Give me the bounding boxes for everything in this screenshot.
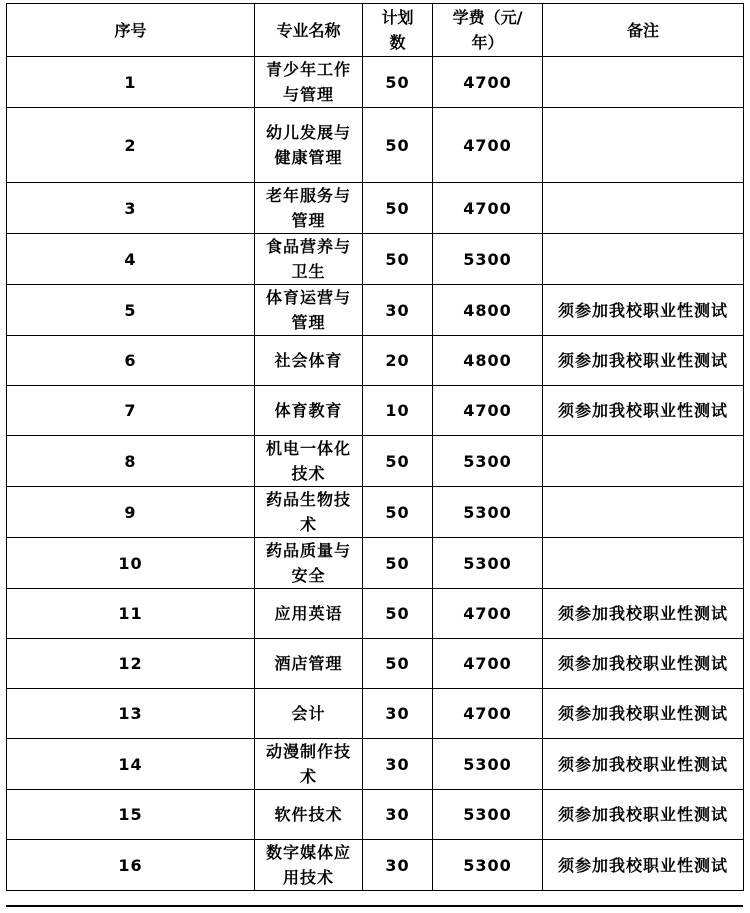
table-row	[7, 386, 744, 436]
cell-fee: 5300	[433, 840, 543, 891]
cell-index: 5	[7, 285, 255, 336]
table-row	[7, 57, 744, 108]
cell-note: 须参加我校职业性测试	[543, 790, 744, 840]
cell-major: 酒店管理	[255, 639, 363, 689]
cell-plan: 30	[363, 790, 433, 840]
header-note: 备注	[543, 4, 744, 57]
cell-major: 体育教育	[255, 386, 363, 436]
cell-fee: 4700	[433, 639, 543, 689]
cell-plan: 50	[363, 57, 433, 108]
cell-major: 软件技术	[255, 790, 363, 840]
cell-plan: 50	[363, 639, 433, 689]
cell-note: 须参加我校职业性测试	[543, 739, 744, 790]
cell-plan: 10	[363, 386, 433, 436]
cell-note: 须参加我校职业性测试	[543, 285, 744, 336]
cell-note: 须参加我校职业性测试	[543, 840, 744, 891]
cell-index: 3	[7, 183, 255, 234]
cell-plan: 30	[363, 840, 433, 891]
enrollment-table-container	[6, 3, 744, 891]
enrollment-table	[6, 3, 744, 891]
cell-index: 16	[7, 840, 255, 891]
cell-plan: 30	[363, 689, 433, 739]
cell-note	[543, 108, 744, 183]
table-row	[7, 639, 744, 689]
cell-note: 须参加我校职业性测试	[543, 589, 744, 639]
cell-note: 须参加我校职业性测试	[543, 386, 744, 436]
cell-fee: 4800	[433, 336, 543, 386]
cell-note	[543, 57, 744, 108]
cell-plan: 50	[363, 487, 433, 538]
cell-plan: 50	[363, 538, 433, 589]
cell-index: 7	[7, 386, 255, 436]
cell-index: 6	[7, 336, 255, 386]
cell-index: 12	[7, 639, 255, 689]
header-fee: 学费（元/年）	[433, 4, 543, 57]
cell-fee: 5300	[433, 739, 543, 790]
cell-index: 2	[7, 108, 255, 183]
cell-index: 8	[7, 436, 255, 487]
table-row	[7, 234, 744, 285]
cell-fee: 5300	[433, 790, 543, 840]
cell-note	[543, 183, 744, 234]
cell-fee: 5300	[433, 436, 543, 487]
cell-plan: 20	[363, 336, 433, 386]
cell-fee: 5300	[433, 487, 543, 538]
cell-note: 须参加我校职业性测试	[543, 336, 744, 386]
cell-fee: 4700	[433, 386, 543, 436]
cell-major: 社会体育	[255, 336, 363, 386]
cell-index: 10	[7, 538, 255, 589]
cell-major: 幼儿发展与健康管理	[255, 108, 363, 183]
cell-fee: 4700	[433, 689, 543, 739]
cell-index: 15	[7, 790, 255, 840]
cell-note: 须参加我校职业性测试	[543, 689, 744, 739]
cell-plan: 30	[363, 285, 433, 336]
cell-fee: 5300	[433, 538, 543, 589]
cell-index: 9	[7, 487, 255, 538]
cell-major: 老年服务与管理	[255, 183, 363, 234]
table-row	[7, 840, 744, 891]
table-row	[7, 108, 744, 183]
table-row	[7, 487, 744, 538]
cell-fee: 4700	[433, 108, 543, 183]
cell-plan: 50	[363, 234, 433, 285]
table-row	[7, 538, 744, 589]
row-border-line	[6, 905, 743, 907]
table-body	[7, 57, 744, 891]
table-row	[7, 336, 744, 386]
table-row	[7, 589, 744, 639]
cell-major: 应用英语	[255, 589, 363, 639]
cell-note	[543, 487, 744, 538]
cell-major: 数字媒体应用技术	[255, 840, 363, 891]
cell-plan: 30	[363, 739, 433, 790]
cell-plan: 50	[363, 108, 433, 183]
cell-index: 13	[7, 689, 255, 739]
cell-plan: 50	[363, 436, 433, 487]
cell-major: 青少年工作与管理	[255, 57, 363, 108]
cell-major: 药品质量与安全	[255, 538, 363, 589]
cell-major: 体育运营与管理	[255, 285, 363, 336]
cell-index: 11	[7, 589, 255, 639]
table-row	[7, 183, 744, 234]
table-row	[7, 689, 744, 739]
cell-note	[543, 436, 744, 487]
cell-major: 药品生物技术	[255, 487, 363, 538]
table-row	[7, 285, 744, 336]
header-plan: 计划数	[363, 4, 433, 57]
header-major: 专业名称	[255, 4, 363, 57]
cell-plan: 50	[363, 183, 433, 234]
cell-note: 须参加我校职业性测试	[543, 639, 744, 689]
cell-fee: 4700	[433, 57, 543, 108]
cell-fee: 4700	[433, 589, 543, 639]
cell-index: 14	[7, 739, 255, 790]
cell-note	[543, 234, 744, 285]
table-row	[7, 790, 744, 840]
cell-index: 4	[7, 234, 255, 285]
cell-plan: 50	[363, 589, 433, 639]
cell-fee: 5300	[433, 234, 543, 285]
cell-major: 会计	[255, 689, 363, 739]
cell-major: 食品营养与卫生	[255, 234, 363, 285]
cell-fee: 4800	[433, 285, 543, 336]
table-row	[7, 436, 744, 487]
cell-note	[543, 538, 744, 589]
cell-major: 动漫制作技术	[255, 739, 363, 790]
header-index: 序号	[7, 4, 255, 57]
table-header-row	[7, 4, 744, 57]
cell-index: 1	[7, 57, 255, 108]
cell-major: 机电一体化技术	[255, 436, 363, 487]
cell-fee: 4700	[433, 183, 543, 234]
table-row	[7, 739, 744, 790]
table-continuation-edge	[6, 905, 743, 913]
